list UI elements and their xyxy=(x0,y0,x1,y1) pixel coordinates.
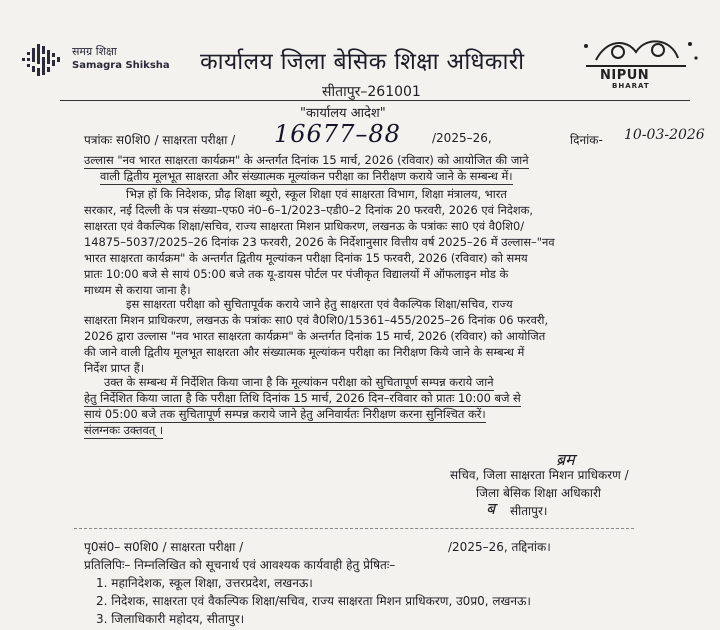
signatory-city: सीतापुर। xyxy=(510,504,548,518)
instruction-line: हेतु निर्देशित किया जाता है कि परीक्षा तिथि दिनांक 15 मार्च, 2026 दिन–रविवार को प्रातः 10:00 बजे से xyxy=(84,391,521,405)
copy-to-intro: प्रतिलिपिः– निम्नलिखित को सूचनार्थ एवं आवश्यक कार्यवाही हेतु प्रेषितः– xyxy=(84,558,396,572)
reference-date-value: 10-03-2026 xyxy=(624,127,705,143)
endorsement-reference: पृ0सं0– स0शि0 / साक्षरता परीक्षा / xyxy=(84,540,244,554)
subject-line: वाली द्वितीय मूलभूत साक्षरता और संख्यात्मक मूल्यांकन परीक्षा का निरीक्षण कराये जाने के सम्बन्ध में। xyxy=(100,169,513,183)
endorsement-year: /2025–26, तद्दिनांक। xyxy=(448,540,551,554)
enclosure-note: संलग्नकः उक्तवत् । xyxy=(84,423,164,437)
order-title: "कार्यालय आदेश" xyxy=(300,106,386,121)
signatory-office: जिला बेसिक शिक्षा अधिकारी xyxy=(476,486,601,500)
paragraph-line: माध्यम से कराया जाना है। xyxy=(84,283,191,297)
paragraph-line: 14875–5037/2025–26 दिनांक 23 फरवरी, 2026 के निर्देशानुसार वित्तीय वर्ष 2025–26 में उल्लास–"नव xyxy=(84,235,555,249)
instruction-line: उक्त के सम्बन्ध में निर्देशित किया जाना है कि मूल्यांकन परीक्षा को सुचितापूर्ण सम्पन्न कराये जाने xyxy=(104,375,494,389)
samagra-shiksha-icon xyxy=(22,44,64,78)
paragraph-line: सरकार, नई दिल्ली के पत्र संख्या–एफ0 नं0–6–1/2023–एडी0–2 दिनांक 20 फरवरी, 2026 एवं निदेशक, xyxy=(84,203,534,217)
copy-recipient: 2. निदेशक, साक्षरता एवं वैकल्पिक शिक्षा/सचिव, राज्य साक्षरता मिशन प्राधिकरण, उ0प्र0, लखनऊ। xyxy=(96,594,531,608)
copy-recipient: 3. जिलाधिकारी महोदय, सीतापुर। xyxy=(96,612,245,626)
reference-number: 16677–88 xyxy=(274,120,401,148)
logo-right-line2: BHARAT xyxy=(612,82,650,90)
reference-year: /2025–26, xyxy=(432,131,492,145)
paragraph-line: साक्षरता मिशन प्राधिकरण, लखनऊ के पत्रांकः सा0 एवं वै0शि0/15361–455/2025–26 दिनांक 06 फरवरी, xyxy=(84,313,549,327)
signature-initial: ब xyxy=(486,499,496,518)
header-divider xyxy=(60,100,690,101)
paragraph-line: साक्षरता एवं वैकल्पिक शिक्षा/सचिव, राज्य साक्षरता मिशन प्राधिकरण, लखनऊ के पत्रांकः सा0 एवं वै0शि0/ xyxy=(84,219,525,233)
copy-recipient: 1. महानिदेशक, स्कूल शिक्षा, उत्तरप्रदेश, लखनऊ। xyxy=(96,576,313,590)
signatory-designation: सचिव, जिला साक्षरता मिशन प्राधिकरण / xyxy=(450,468,629,482)
subject-line: उल्लास "नव भारत साक्षरता कार्यक्रम" के अन्तर्गत दिनांक 15 मार्च, 2026 (रविवार) को आयोजित की जाने xyxy=(84,153,529,167)
instruction-line: सायं 05:00 बजे तक सुचितापूर्ण सम्पन्न कराये जाने हेतु अनिवार्यतः निरीक्षण करना सुनिश्चित करें। xyxy=(84,407,486,421)
logo-left-line2: Samagra Shiksha xyxy=(72,60,170,71)
signature-mark: ब्रम xyxy=(556,450,575,469)
paragraph-line: प्रातः 10:00 बजे से सायं 05:00 बजे तक यू-डायस पोर्टल पर पंजीकृत विद्यालयों में ऑफलाइन मोड के xyxy=(84,267,509,281)
paragraph-line: 2026 द्वारा उल्लास "नव भारत साक्षरता कार्यक्रम" के अन्तर्गत दिनांक 15 मार्च, 2026 (रविवार) को आयोजित xyxy=(84,329,546,343)
logo-right-line1: NIPUN xyxy=(600,68,650,83)
footer-divider xyxy=(74,528,634,529)
office-title: कार्यालय जिला बेसिक शिक्षा अधिकारी xyxy=(200,49,525,75)
samagra-shiksha-logo xyxy=(22,40,182,80)
paragraph-line: भारत साक्षरता कार्यक्रम" के अन्तर्गत द्वितीय मूल्यांकन परीक्षा दिनांक 15 फरवरी, 2026 (रविवार) को समय xyxy=(84,251,528,265)
reference-label: पत्रांकः स0शि0 / साक्षरता परीक्षा / xyxy=(84,133,236,147)
paragraph-line: इस साक्षरता परीक्षा को सुचितापूर्वक कराये जाने हेतु साक्षरता एवं वैकल्पिक शिक्षा/सचिव, राज्य xyxy=(126,297,513,311)
paragraph-line: निर्देश प्राप्त हैं। xyxy=(84,361,145,375)
paragraph-line: की जाने वाली द्वितीय मूलभूत साक्षरता और संख्यात्मक मूल्यांकन परीक्षा का निरीक्षण किये जाने के सम्बन्ध में xyxy=(84,345,525,359)
office-city: सीतापुर–261001 xyxy=(322,84,421,100)
logo-left-line1: समग्र शिक्षा xyxy=(72,45,117,58)
reference-date-label: दिनांक- xyxy=(570,133,603,147)
paragraph-line: भिज्ञ हों कि निदेशक, प्रौढ़ शिक्षा ब्यूरो, स्कूल शिक्षा एवं साक्षरता विभाग, शिक्षा मंत्रालय, भारत xyxy=(126,187,507,201)
